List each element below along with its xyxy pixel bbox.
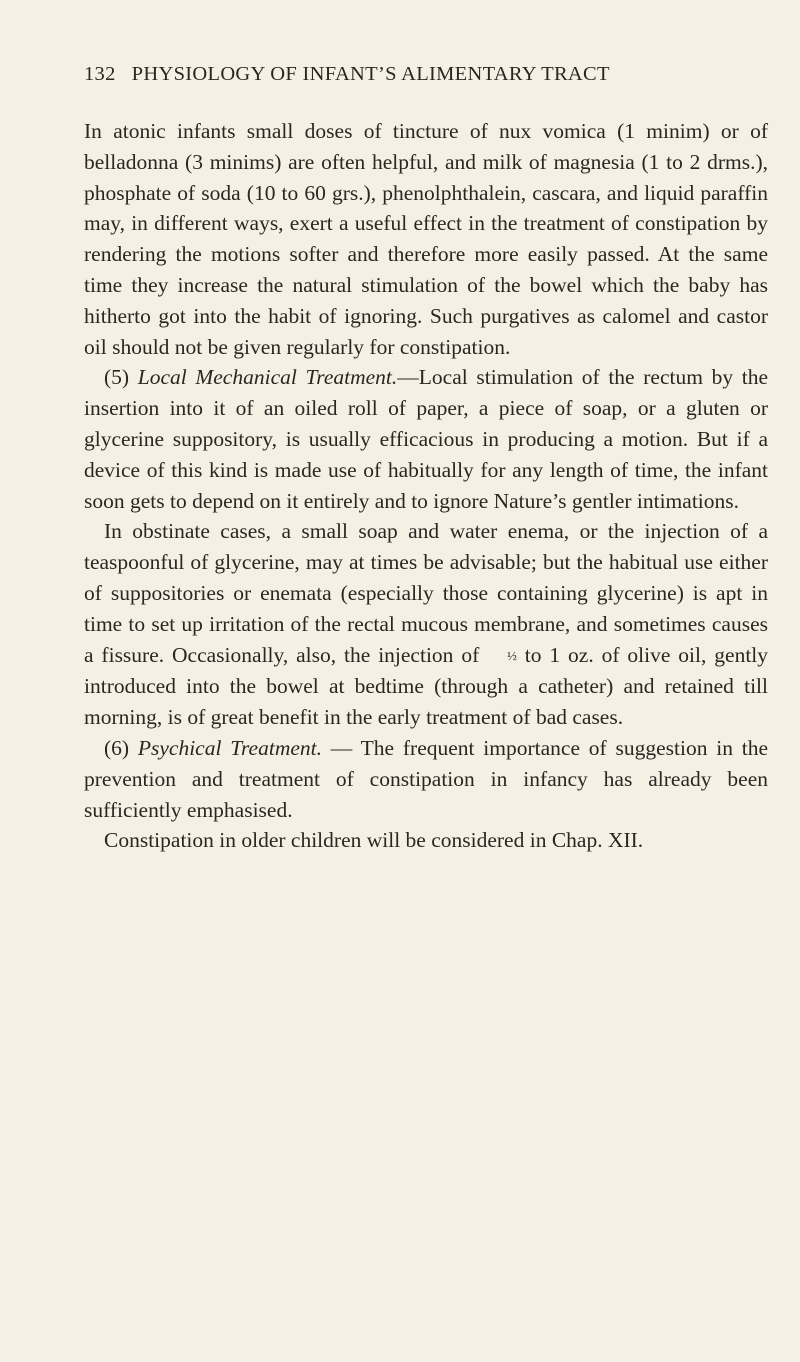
- paragraph-text: In atonic infants small doses of tincture of nux vomica (1 minim) or of belladonna (3 minims) are often helpful, and milk of magnesia (1 to 2 drms.), phosphate of soda (10 to 60 grs.), phenolphthalein, cascara, and liquid paraffin may, in different ways, exert a useful effect in the treatment of constipation by rendering the motions softer and therefore more easily passed. At the same time they increase the natural stimulation of the bowel which the baby has hitherto got into the habit of ignoring. Such purgatives as calomel and castor oil should not be given regularly for constipation.: [84, 119, 768, 359]
- paragraph-text: Constipation in older children will be considered in Chap. XII.: [104, 828, 644, 853]
- page-number: 132: [84, 63, 116, 85]
- paragraph-obstinate-cases: [84, 516, 768, 733]
- paragraph-atonic-infants: [84, 116, 768, 362]
- fraction: ½: [507, 647, 517, 663]
- running-title: PHYSIOLOGY OF INFANT’S ALIMENTARY TRACT: [131, 63, 610, 85]
- paragraph-older-children: [84, 825, 768, 856]
- paragraph-local-mechanical-treatment: [84, 362, 768, 516]
- section-number: (6): [104, 735, 130, 760]
- body-text: [84, 116, 768, 856]
- section-number: (5): [104, 365, 130, 390]
- running-head: [84, 63, 718, 86]
- section-heading: Psychical Treatment.: [137, 735, 322, 760]
- paragraph-text: —Local stimulation of the rectum by the insertion into it of an oiled roll of paper, a piece of soap, or a gluten or glycerine suppository, is usually efficacious in producing a motion. But if a device of this kind is made use of habitually for any length of time, the infant soon gets to depend on it entirely and to ignore Nature’s gentler intimations.: [84, 365, 769, 513]
- paragraph-text-continued: to 1 oz. of olive oil, gently introduced into the bowel at bedtime (through a catheter) and retained till morning, is of great benefit in the early treatment of bad cases.: [84, 642, 769, 730]
- paragraph-text: — The frequent importance of suggestion in the prevention and treatment of constipation in infancy has already been sufficiently emphasised.: [84, 735, 768, 822]
- paragraph-text: In obstinate cases, a small soap and water enema, or the injection of a teaspoonful of glycerine, may at times be advisable; but the habitual use either of suppositories or enemata (especially those containing glycerine) is apt in time to set up irritation of the rectal mucous membrane, and sometimes causes a fissure. Occasionally, also, the injection of: [84, 519, 768, 667]
- paragraph-psychical-treatment: [84, 733, 768, 825]
- section-heading: Local Mechanical Treatment.: [137, 365, 398, 390]
